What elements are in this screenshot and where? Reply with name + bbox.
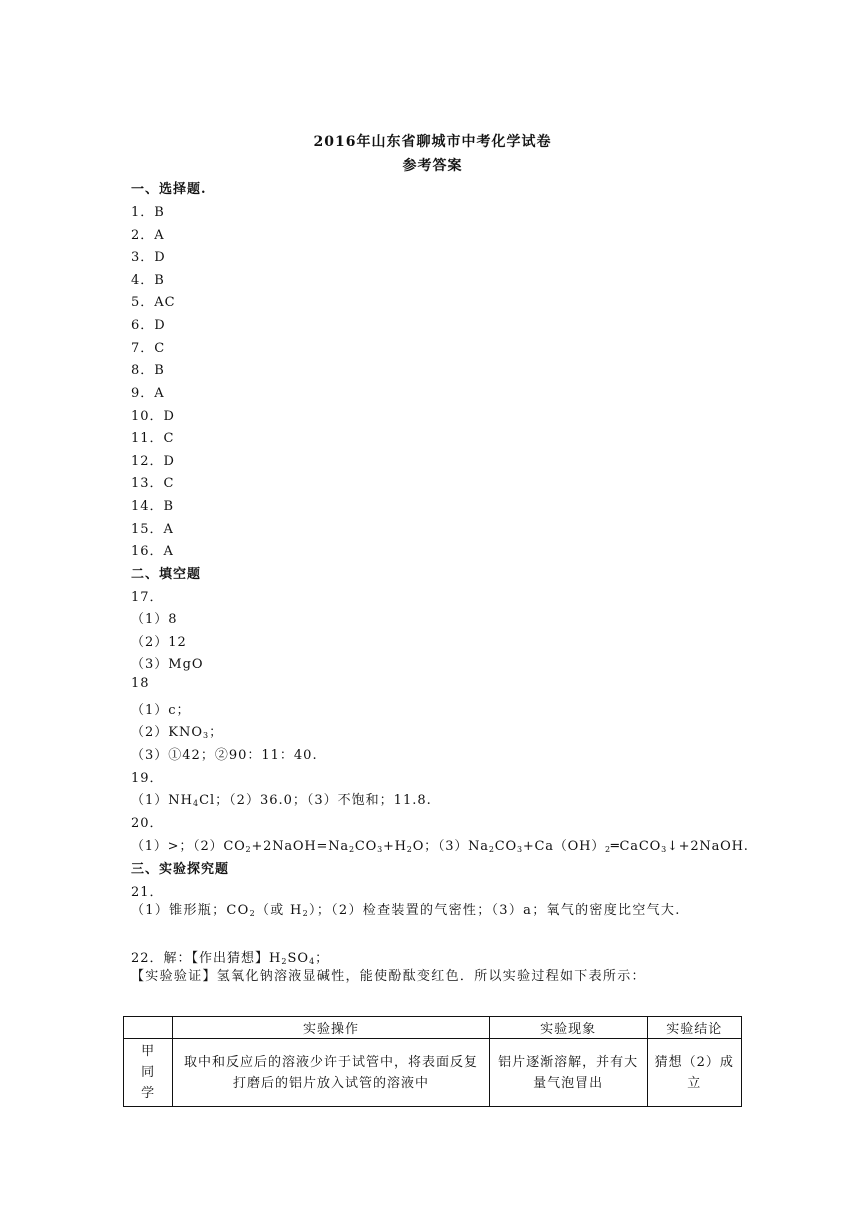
question-number: 20． — [131, 816, 164, 831]
answer-item: 5．AC — [131, 295, 176, 310]
answer-item: 15．A — [131, 522, 174, 537]
section-heading-choice: 一、选择题. — [131, 182, 207, 197]
answer-item: 11．C — [131, 431, 175, 446]
table-cell-operation: 取中和反应后的溶液少许于试管中，将表面反复打磨后的铝片放入试管的溶液中 — [173, 1039, 490, 1107]
answer-paragraph: 【实验验证】氢氧化钠溶液显碱性，能使酚酞变红色．所以实验过程如下表所示： — [131, 969, 646, 984]
document-title: 2016年山东省聊城市中考化学试卷 — [313, 134, 552, 150]
answer-item: 9．A — [131, 386, 165, 401]
table-header-cell — [124, 1017, 173, 1039]
table-header-cell: 实验结论 — [647, 1017, 741, 1039]
answer-line: （3）①42；②90：11：40. — [131, 748, 318, 763]
answer-item: 7．C — [131, 341, 166, 356]
answer-line: （3）MgO — [131, 657, 204, 672]
experiment-table — [123, 1016, 742, 1107]
answer-item: 13．C — [131, 476, 175, 491]
table-header-cell: 实验操作 — [173, 1017, 490, 1039]
section-heading-fill: 二、填空题 — [131, 567, 202, 582]
answer-item: 3．D — [131, 250, 166, 265]
answer-item: 12．D — [131, 454, 175, 469]
table-cell-phenomenon: 铝片逐渐溶解，并有大量气泡冒出 — [489, 1039, 647, 1107]
answer-item: 10．D — [131, 409, 175, 424]
answer-line: （1）8 — [131, 612, 178, 627]
answer-item: 6．D — [131, 318, 166, 333]
answer-line: （1）>；$(2)CO_2+2NaOH=Na_2CO_3+H_2O$；$(3)Na_2CO_3+Ca(OH)_2═CaCO_3↓+2NaOH$. — [131, 839, 749, 854]
answer-item: 2．A — [131, 228, 165, 243]
document-subtitle: 参考答案 — [402, 158, 463, 174]
answer-item: 16．A — [131, 544, 174, 559]
answer-item: 8．B — [131, 363, 165, 378]
answer-item: 1．B — [131, 205, 165, 220]
answer-item: 4．B — [131, 273, 165, 288]
table-header-cell: 实验现象 — [489, 1017, 647, 1039]
answer-line: $(2)KNO_3$； — [131, 725, 224, 740]
answer-line: （2）12 — [131, 635, 187, 650]
question-number: 17． — [131, 590, 164, 605]
answer-line: $(1)NH_4Cl$；（2）36.0；（3）不饱和；11.8. — [131, 793, 432, 808]
question-number: 21． — [131, 885, 164, 900]
question-number: 19． — [131, 771, 164, 786]
table-header-row — [124, 1017, 742, 1039]
answer-line: 22．解：【作出猜想】$H_2SO_4$； — [131, 951, 330, 966]
table-row — [124, 1039, 742, 1107]
answer-item: 14．B — [131, 499, 175, 514]
table-cell-conclusion: 猜想（2）成立 — [647, 1039, 741, 1107]
section-heading-experiment: 三、实验探究题 — [131, 862, 230, 877]
answer-line: （1）c； — [131, 703, 191, 718]
question-number: 18 — [131, 676, 150, 691]
table-cell-subject: 甲同学 — [124, 1039, 173, 1107]
answer-paragraph: （1）锥形瓶；$CO_2$（或 $H_2$）；（2）检查装置的气密性；（3）a；氧气的密度比空气大. — [131, 903, 681, 918]
